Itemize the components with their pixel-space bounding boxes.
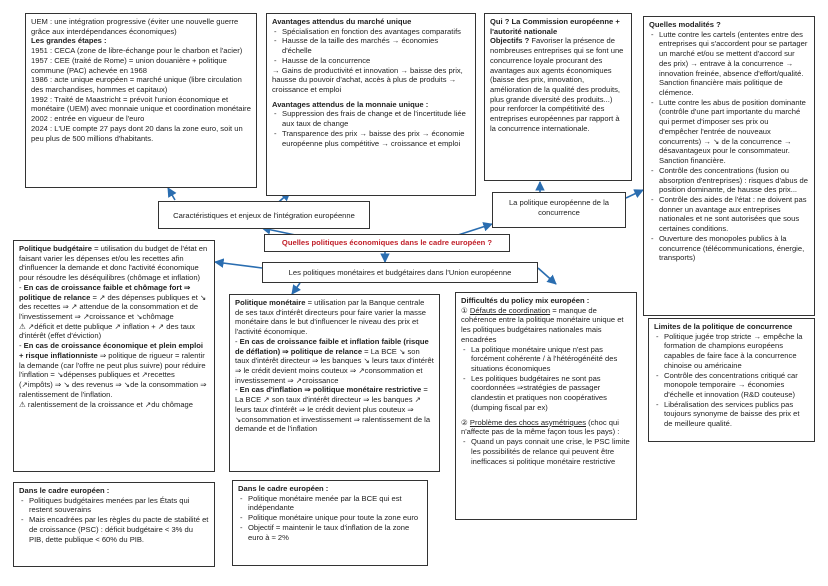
- coordination-title: Défauts de coordination: [469, 305, 551, 315]
- budget-eu-title: Dans le cadre européen :: [19, 486, 110, 495]
- budget-policy-box: [13, 240, 215, 472]
- competition-objectives-box: [484, 13, 632, 181]
- monetary-definition: [235, 298, 434, 337]
- policies-label: Les politiques monétaires et budgétaires dans l'Union européenne: [288, 268, 512, 277]
- integration-history-box: [25, 13, 257, 188]
- budget-case-1-title: En cas de croissance faible et chômage fort ⇒ politique de relance: [19, 282, 191, 302]
- modality-item: - Contrôle des concentrations (fusion ou absorption d'entreprises) : risques d'abus de position dominante, de hausse des prix...: [659, 166, 809, 195]
- budget-eu-item: - Mais encadrées par les règles du pacte de stabilité et de croissance (PSC) : déficit budgétaire < 3% du PIB, dette publique < 60% du PIB.: [29, 515, 209, 544]
- budget-title: Politique budgétaire: [19, 244, 92, 253]
- budget-definition-text: = utilisation du budget de l'état en faisant varier les dépenses et/ou les recettes afin d'influencer la demande et donc l'activité économique pour résoudre les déséquilibres (chômage et inflation): [19, 244, 208, 283]
- limit-item: - Libéralisation des services publics pas toujours synonyme de baisse des prix et de meilleure qualité.: [664, 400, 809, 429]
- budget-case-1: - En cas de croissance faible et chômage fort ⇒ politique de relance = ↗ des dépenses publiques et ↘ des recettes ⇒ ↗ attendue de la consommation et de l'investissement ⇒ ↗croissance et ↘chômage: [19, 282, 207, 322]
- asymmetric-shock-issue: [461, 418, 631, 437]
- budget-case-2-warning: ⚠ ralentissement de la croissance et ↗du chômage: [19, 399, 193, 409]
- budget-case-2-text: ⇒ politique de rigueur = ralentir la demande (car l'offre ne peut plus suivre) pour réduire l'inflation = ↘dépenses publiques et ↗recettes (↗impôts) ⇒ ↘ des revenus ⇒ ↘de la consommation ⇒ ralentissement de l'inflation.: [19, 350, 207, 399]
- steps-title: Les grandes étapes :: [31, 36, 107, 46]
- budget-case-1-warning: ⚠ ↗déficit et dette publique ↗ inflation + ↗ des taux d'intérêt (effet d'éviction): [19, 321, 195, 341]
- coordination-item: - Les politiques budgétaires ne sont pas coordonnées ⇒stratégies de passager clandestin et pratiques non coopératives (dumping fiscal par ex): [471, 374, 631, 413]
- currency-advantage-item: - Transparence des prix → baisse des prix → économie européenne plus compétitive → croissance et emploi: [282, 129, 470, 148]
- integration-label: Caractéristiques et enjeux de l'intégration européenne: [173, 211, 355, 220]
- market-advantage-item: - Spécialisation en fonction des avantages comparatifs: [282, 27, 470, 37]
- budget-eu-item: - Politiques budgétaires menées par les États qui restent souverains: [29, 496, 209, 515]
- arrow-policies-to-budget: [215, 262, 262, 268]
- coordination-issue: [461, 306, 631, 345]
- market-advantages-title: Avantages attendus du marché unique: [272, 17, 412, 26]
- budget-eu-box: [13, 482, 215, 567]
- limit-item: - Contrôle des concentrations critiqué car monopole temporaire → économies d'échelle et innovation (R&D couteuse): [664, 371, 809, 400]
- monetary-eu-item: - Politique monétaire menée par la BCE qui est indépendante: [248, 494, 422, 513]
- step-item: 1992 : Traité de Maastricht = prévoit l'union économique et monétaire (UEM) avec monnaie unique et coordination monétaire: [31, 94, 251, 114]
- shock-title: Problème des chocs asymétriques: [469, 417, 586, 427]
- objectives-text: Favoriser la présence de nombreuses entreprises qui se font une concurrence loyale procurant des avantages aux agents économiques (baisse des prix, innovation, amélioration de la qualité des produits, plus grande diversité des produits...) pour renforcer la compétitivité des entreprises européennes par rapport à la concurrence internationale.: [490, 36, 624, 133]
- competition-modalities-box: [643, 16, 815, 316]
- budget-definition: [19, 244, 209, 283]
- policies-label-box: [262, 262, 538, 283]
- step-item: 1957 : CEE (traité de Rome) = union douanière + politique commune (PAC) achevée en 1968: [31, 55, 227, 75]
- competition-label-box: [492, 192, 626, 228]
- coordination-number: ①: [461, 305, 470, 315]
- step-item: 1951 : CECA (zone de libre-échange pour le charbon et l'acier): [31, 46, 243, 56]
- modality-item: - Lutte contre les abus de position dominante (contrôle d'une part importante du marché qui permet d'imposer ses prix ou d'empêcher l'entrée de nouveaux concurrents) → ↘ de la concurrence → désavantageux pour le consommateur. Sanction financière.: [659, 98, 809, 166]
- arrow-policies-to-monetary: [292, 283, 300, 294]
- monetary-title: Politique monétaire: [235, 298, 306, 307]
- limit-item: - Politique jugée trop stricte → empêche la formation de champions européens capables de faire face à la concurrence chinoise ou américaine: [664, 332, 809, 371]
- monetary-eu-item: - Politique monétaire unique pour toute la zone euro: [248, 513, 422, 523]
- budget-case-2-title: En cas de croissance économique et plein emploi + risque inflationniste: [19, 341, 203, 360]
- competition-who: [490, 17, 626, 36]
- competition-limits-box: [648, 318, 815, 442]
- shock-number: ②: [461, 417, 470, 427]
- competition-label: La politique européenne de la concurrence: [508, 198, 610, 217]
- competition-objectives: [490, 36, 626, 133]
- monetary-eu-item: - Objectif = maintenir le taux d'inflation de la zone euro à ≈ 2%: [248, 523, 422, 542]
- market-effect: → Gains de productivité et innovation → baisse des prix, hausse du pouvoir d'achat, accès à plus de produits → croissance et emploi: [272, 65, 463, 95]
- shock-item: - Quand un pays connait une crise, le PSC limite les possibilités de relance qui peuvent être inefficaces si politique monétaire restrictive: [471, 437, 631, 466]
- market-advantage-item: - Hausse de la taille des marchés → économies d'échelle: [282, 36, 470, 55]
- budget-case-2: - En cas de croissance économique et plein emploi + risque inflationniste ⇒ politique de rigueur = ralentir la demande (car l'offre ne peut plus suivre) pour réduire l'inflation = ↘dépenses publiques et ↗recettes (↗impôts) ⇒ ↘ des revenus ⇒ ↘de la consommation ⇒ ralentissement de l'inflation.: [19, 341, 207, 399]
- arrow-competition-to-modalities: [626, 190, 643, 198]
- step-item: 2024 : L'UE compte 27 pays dont 20 dans la zone euro, soit un peu plus de 500 millions d'habitants.: [31, 123, 243, 143]
- advantages-box: [266, 13, 476, 196]
- currency-advantages-title: Avantages attendus de la monnaie unique :: [272, 99, 429, 109]
- monetary-case-2: - En cas d'inflation ⇒ politique monétaire restrictive = La BCE ↗ son taux d'intérêt directeur ⇒ les banques ↗ leurs taux d'intérêt ⇒ le crédit devient plus couteux ⇒ ↘consommation et investissement ⇒ ralentissement de la demande et de l'inflation: [235, 385, 431, 434]
- difficulties-title: Difficultés du policy mix européen :: [461, 296, 590, 305]
- monetary-case-1-title: En cas de croissance faible et inflation faible (risque de déflation) ⇒ politique de relance: [235, 336, 429, 356]
- market-advantage-item: - Hausse de la concurrence: [282, 56, 470, 66]
- who-text: Qui ? La Commission européenne + l'autorité nationale: [490, 17, 620, 36]
- policy-mix-difficulties-box: [455, 292, 637, 520]
- central-question-box: [264, 234, 510, 252]
- monetary-eu-title: Dans le cadre européen :: [238, 484, 329, 493]
- monetary-definition-text: = utilisation par la Banque centrale de ses taux d'intérêt directeurs pour faire varier la masse monétaire dans le but d'influencer le niveau des prix et l'activité économique.: [235, 298, 426, 337]
- currency-advantage-item: - Suppression des frais de change et de l'incertitude liée aux taux de change: [282, 109, 470, 128]
- modality-item: - Ouverture des monopoles publics à la concurrence (télécommunications, énergie, transports): [659, 234, 809, 263]
- integration-intro: UEM : une intégration progressive (éviter une nouvelle guerre grâce aux interdépendances économiques): [31, 17, 239, 36]
- monetary-policy-box: [229, 294, 440, 472]
- central-question: Quelles politiques économiques dans le cadre européen ?: [281, 238, 493, 247]
- monetary-case-2-title: En cas d'inflation ⇒ politique monétaire restrictive: [239, 385, 422, 395]
- budget-case-1-text: = ↗ des dépenses publiques et ↘ des recettes ⇒ ↗ attendue de la consommation et de l'investissement ⇒ ↗croissance et ↘chômage: [19, 292, 207, 322]
- monetary-case-2-text: = La BCE ↗ son taux d'intérêt directeur ⇒ les banques ↗ leurs taux d'intérêt ⇒ le crédit devient plus couteux ⇒ ↘consommation et investissement ⇒ ralentissement de la demande et de l'inflation: [235, 385, 431, 434]
- limits-title: Limites de la politique de concurrence: [654, 322, 793, 331]
- step-item: 1986 : acte unique européen = marché unique (libre circulation des marchandises, hommes et capitaux): [31, 75, 242, 95]
- monetary-case-1: - En cas de croissance faible et inflation faible (risque de déflation) ⇒ politique de relance = La BCE ↘ son taux d'intérêt directeur ⇒ les banques ↘ leurs taux d'intérêt ⇒ le crédit devient moins couteux ⇒ ↗consommation et investissement ⇒ ↗croissance: [235, 336, 434, 385]
- step-item: 2002 : entrée en vigueur de l'euro: [31, 114, 145, 124]
- coordination-item: - La politique monétaire unique n'est pas forcément cohérente / à l'hétérogénéité des situations économiques: [471, 345, 631, 374]
- modalities-title: Quelles modalités ?: [649, 20, 721, 29]
- arrow-integration-to-history: [168, 188, 175, 200]
- arrow-policies-to-difficulties: [538, 268, 556, 284]
- shock-text: (choc qui n'affecte pas de la même façon tous les pays) :: [461, 417, 620, 437]
- modality-item: - Contrôle des aides de l'état : ne doivent pas donner un avantage aux entreprises nationales et ne sont autorisées que sous certaines conditions.: [659, 195, 809, 234]
- coordination-text: = manque de cohérence entre la politique monétaire unique et les politiques budgétaires nationales mais encadrées: [461, 305, 624, 344]
- modality-item: - Lutte contre les cartels (ententes entre des entreprises qui s'accordent pour se partager un marché et/ou se mettent d'accord sur des prix) → entrave à la concurrence → innovation freinée, absence d'effort/qualité. Sanction financière mais politique de clémence.: [659, 30, 809, 98]
- monetary-case-1-text: = La BCE ↘ son taux d'intérêt directeur ⇒ les banques ↘ leurs taux d'intérêt ⇒ le crédit devient moins couteux ⇒ ↗consommation et investissement ⇒ ↗croissance: [235, 346, 434, 385]
- monetary-eu-box: [232, 480, 428, 566]
- integration-label-box: [158, 201, 370, 229]
- objectives-title: Objectifs ?: [490, 36, 530, 46]
